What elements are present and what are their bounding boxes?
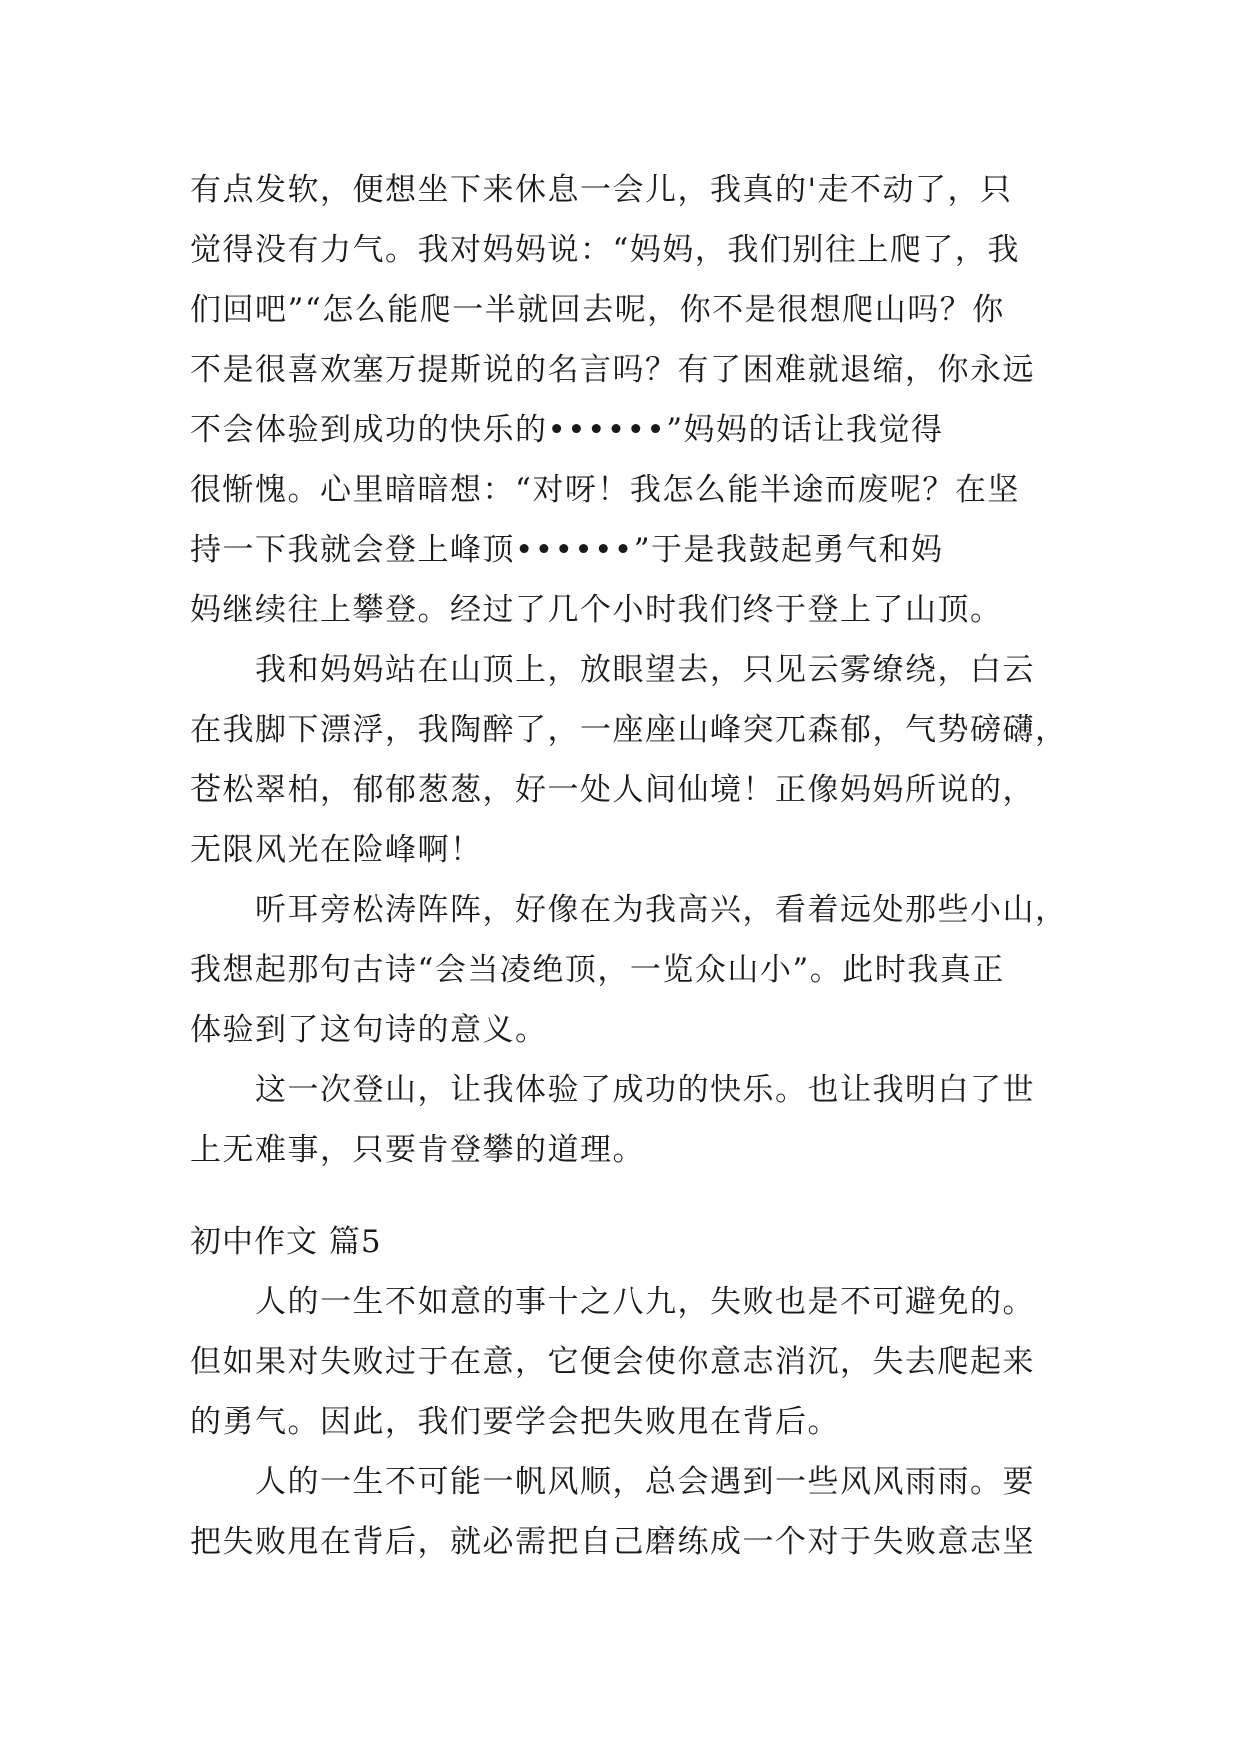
section-heading: 初中作文 篇5 [190,1224,382,1260]
text-line: 听耳旁松涛阵阵，好像在为我高兴，看着远处那些小山， [190,892,1068,928]
text-line: 人的一生不可能一帆风顺，总会遇到一些风风雨雨。要 [190,1464,1035,1500]
text-line: 觉得没有力气。我对妈妈说：“妈妈，我们别往上爬了，我 [190,232,1020,268]
text-line: 不是很喜欢塞万提斯说的名言吗？有了困难就退缩，你永远 [190,352,1035,388]
text-line: 体验到了这句诗的意义。 [190,1012,548,1048]
text-line: 有点发软，便想坐下来休息一会儿，我真的'走不动了，只 [190,172,1013,208]
text-line: 们回吧”“怎么能爬一半就回去呢，你不是很想爬山吗？你 [190,292,1005,328]
text-line: 我和妈妈站在山顶上，放眼望去，只见云雾缭绕，白云 [190,652,1035,688]
text-line: 无限风光在险峰啊！ [190,832,483,868]
text-line: 妈继续往上攀登。经过了几个小时我们终于登上了山顶。 [190,592,1003,628]
essay-section-5 [190,1272,1070,1572]
text-line: 但如果对失败过于在意，它便会使你意志消沉，失去爬起来 [190,1344,1035,1380]
text-line: 这一次登山，让我体验了成功的快乐。也让我明白了世 [190,1072,1035,1108]
text-line: 上无难事，只要肯登攀的道理。 [190,1132,645,1168]
text-line: 人的一生不如意的事十之八九，失败也是不可避免的。 [190,1284,1035,1320]
text-line: 我想起那句古诗“会当凌绝顶，一览众山小”。此时我真正 [190,952,1005,988]
text-line: 的勇气。因此，我们要学会把失败甩在背后。 [190,1404,840,1440]
text-line: 持一下我就会登上峰顶••••••”于是我鼓起勇气和妈 [190,532,944,568]
text-line: 在我脚下漂浮，我陶醉了，一座座山峰突兀森郁，气势磅礴， [190,712,1068,748]
text-line: 苍松翠柏，郁郁葱葱，好一处人间仙境！正像妈妈所说的， [190,772,1035,808]
text-line: 不会体验到成功的快乐的••••••”妈妈的话让我觉得 [190,412,944,448]
text-line: 把失败甩在背后，就必需把自己磨练成一个对于失败意志坚 [190,1524,1035,1560]
text-line: 很惭愧。心里暗暗想：“对呀！我怎么能半途而废呢？在坚 [190,472,1020,508]
essay-continuation [190,160,1070,1180]
